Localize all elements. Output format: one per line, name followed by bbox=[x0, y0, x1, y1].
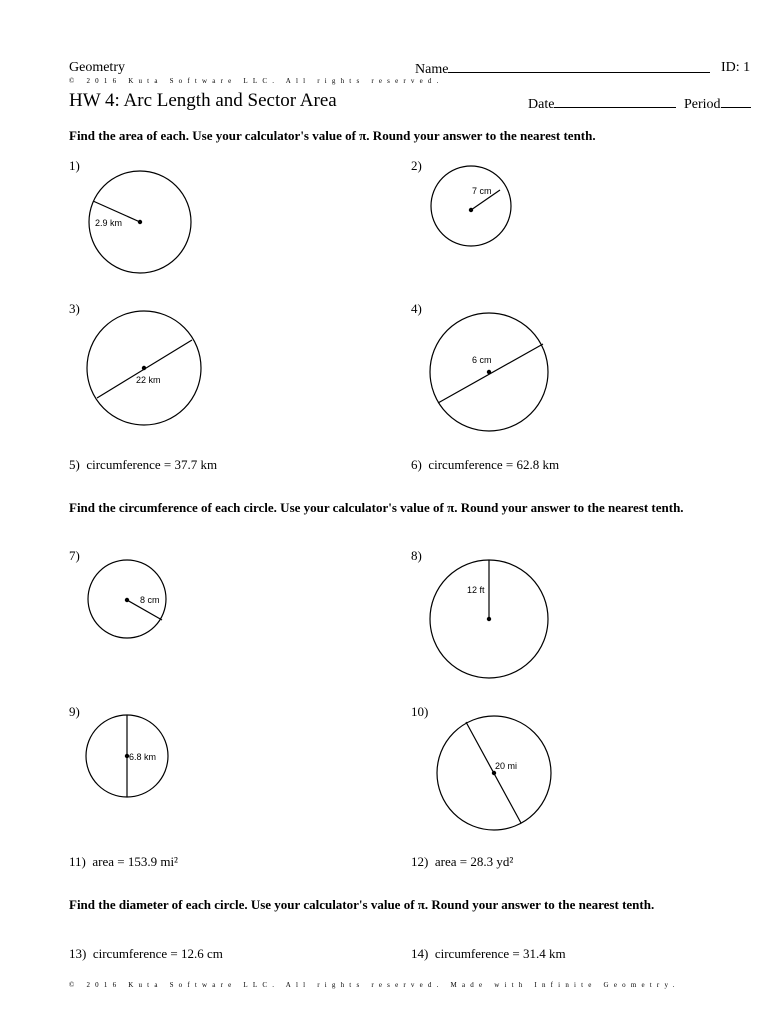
problem-text: area = 28.3 yd² bbox=[434, 854, 514, 869]
footer-copyright: © 2016 Kuta Software LLC. All rights reserved. Made with Infinite Geometry. bbox=[69, 981, 680, 989]
problem-number: 1) bbox=[69, 158, 80, 173]
instruction-circumference: Find the circumference of each circle. Use your calculator's value of π. Round your answer to the nearest tenth. bbox=[69, 500, 684, 515]
problem-text: circumference = 37.7 km bbox=[86, 457, 218, 472]
problem-14 bbox=[411, 946, 566, 962]
problem-number: 13) bbox=[69, 946, 87, 961]
radius-label: 8 cm bbox=[140, 595, 160, 605]
problem-13 bbox=[69, 946, 223, 962]
date-field[interactable] bbox=[528, 95, 676, 113]
subject-label: Geometry bbox=[69, 60, 125, 75]
diameter-label: 22 km bbox=[136, 375, 161, 385]
id-label: ID: 1 bbox=[721, 60, 751, 75]
circle-figure-4 bbox=[428, 312, 553, 437]
diameter-label: 6.8 km bbox=[129, 752, 157, 762]
circle-figure-8 bbox=[428, 558, 553, 683]
name-line bbox=[448, 60, 710, 73]
problem-5 bbox=[69, 457, 217, 473]
problem-number: 9) bbox=[69, 704, 80, 719]
problem-12 bbox=[411, 854, 513, 870]
date-label: Date bbox=[528, 97, 555, 112]
period-field[interactable] bbox=[684, 95, 751, 113]
problem-6 bbox=[411, 457, 559, 473]
instruction-diameter: Find the diameter of each circle. Use your calculator's value of π. Round your answer to the nearest tenth. bbox=[69, 897, 655, 912]
circle-figure-1 bbox=[85, 165, 195, 280]
problem-number: 6) bbox=[411, 457, 422, 472]
radius-label: 2.9 km bbox=[95, 218, 123, 228]
radius-label: 7 cm bbox=[472, 186, 492, 196]
problem-number: 14) bbox=[411, 946, 429, 961]
problem-number: 11) bbox=[69, 854, 86, 869]
problem-number: 3) bbox=[69, 301, 80, 316]
problem-text: area = 153.9 mi² bbox=[92, 854, 178, 869]
problem-number: 7) bbox=[69, 548, 80, 563]
date-line bbox=[554, 95, 676, 108]
problem-number: 12) bbox=[411, 854, 429, 869]
name-field[interactable] bbox=[415, 60, 710, 78]
problem-number: 10) bbox=[411, 704, 429, 719]
circle-figure-3 bbox=[85, 309, 205, 429]
problem-text: circumference = 62.8 km bbox=[428, 457, 560, 472]
problem-number: 5) bbox=[69, 457, 80, 472]
problem-text: circumference = 12.6 cm bbox=[92, 946, 223, 961]
problem-text: circumference = 31.4 km bbox=[434, 946, 566, 961]
circle-figure-7 bbox=[85, 558, 170, 643]
problem-number: 4) bbox=[411, 301, 422, 316]
radius-label: 12 ft bbox=[467, 585, 485, 595]
period-label: Period bbox=[684, 97, 721, 112]
instruction-area: Find the area of each. Use your calculator's value of π. Round your answer to the nearest tenth. bbox=[69, 128, 596, 143]
problem-11 bbox=[69, 854, 178, 870]
problem-number: 2) bbox=[411, 158, 422, 173]
period-line bbox=[721, 95, 751, 108]
circle-figure-2 bbox=[428, 167, 518, 247]
name-label: Name bbox=[415, 62, 449, 77]
diameter-label: 6 cm bbox=[472, 355, 492, 365]
diameter-label: 20 mi bbox=[495, 761, 518, 771]
copyright-top: © 2016 Kuta Software LLC. All rights reserved. bbox=[69, 77, 444, 85]
circle-figure-10 bbox=[435, 713, 555, 833]
circle-figure-9 bbox=[85, 713, 170, 803]
problem-number: 8) bbox=[411, 548, 422, 563]
page-title: HW 4: Arc Length and Sector Area bbox=[69, 90, 337, 111]
